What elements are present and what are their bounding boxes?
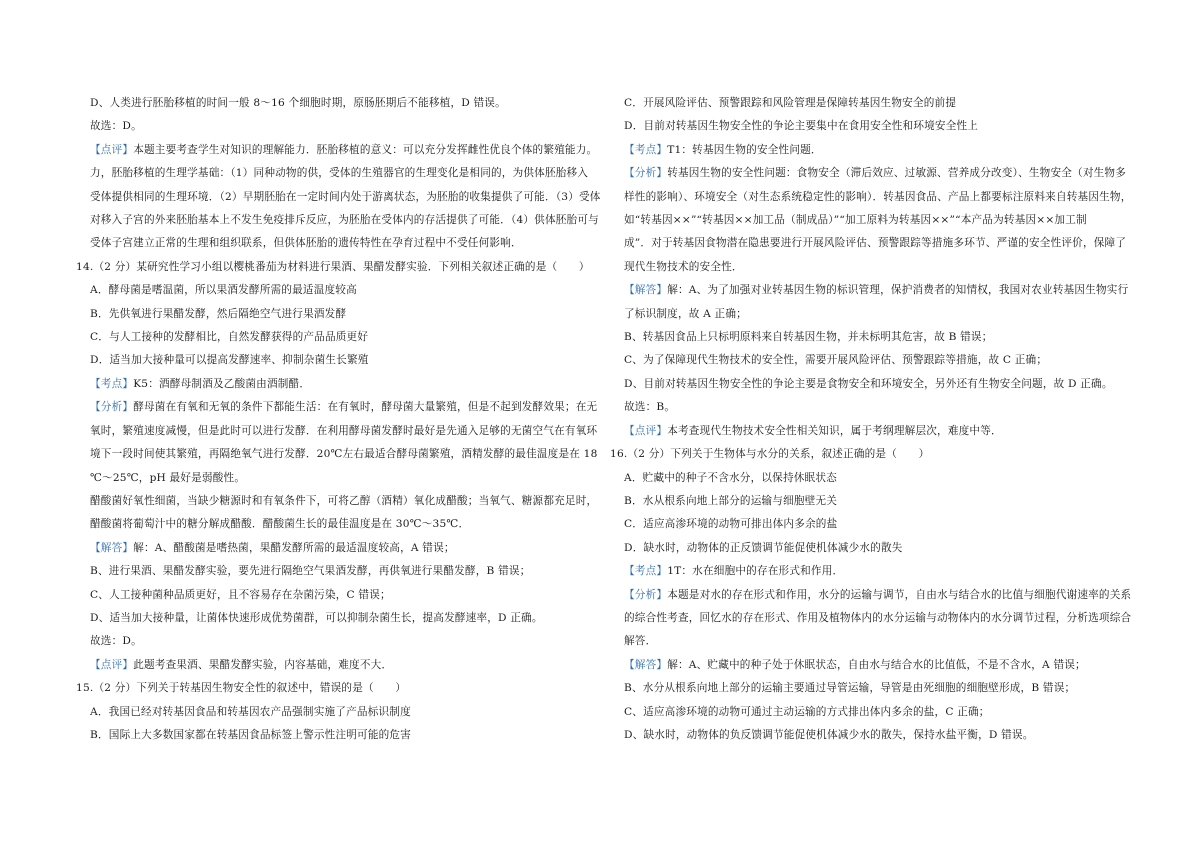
text-line (76, 560, 616, 583)
line-text: 解：A、贮藏中的种子处于休眠状态，自由水与结合水的比值低，不是不含水，A 错误； (667, 658, 1086, 671)
tagged-line (76, 654, 616, 677)
line-text: C、人工接种菌种品质更好，且不容易存在杂菌污染，C 错误； (90, 588, 391, 601)
line-text: 醋酸菌好氧性细菌，当缺少糖源时和有氧条件下，可将乙醇（酒精）氧化成醋酸；当氧气、糖源都充足时， (90, 494, 598, 507)
section-tag: 【解答】 (624, 284, 668, 297)
text-line (76, 467, 616, 490)
line-text: 15.（2 分）下列关于转基因生物安全性的叙述中，错误的是（ ） (76, 682, 407, 695)
tagged-line (610, 279, 1150, 302)
tagged-line (610, 162, 1150, 185)
section-tag: 【分析】 (90, 401, 134, 414)
text-line (610, 232, 1150, 255)
line-text: 氧时，繁殖速度减慢，但是此时可以进行发酵．在利用酵母菌发酵时最好是先通入足够的无菌空气在有氧环 (90, 424, 598, 437)
line-text: 本考查现代生物技术安全性相关知识，属于考纲理解层次，难度中等． (667, 424, 1002, 437)
line-text: 转基因生物的安全性问题：食物安全（滞后效应、过敏源、营养成分改变）、生物安全（对生物多 (667, 167, 1127, 180)
left-column (76, 92, 616, 747)
text-line (76, 420, 616, 443)
line-text: D、缺水时，动物体的负反馈调节能促使机体减少水的散失，保持水盐平衡，D 错误。 (624, 728, 1034, 741)
text-line (76, 349, 616, 372)
text-line (76, 490, 616, 513)
line-text: D．缺水时，动物体的正反馈调节能促使机体减少水的散失 (624, 541, 903, 554)
section-tag: 【解答】 (624, 658, 668, 671)
tagged-line (76, 537, 616, 560)
text-line (610, 256, 1150, 279)
line-text: 醋酸菌将葡萄汁中的糖分解成醋酸．醋酸菌生长的最佳温度是在 30℃～35℃． (90, 518, 470, 531)
text-line (610, 209, 1150, 232)
line-text: T1：转基因生物的安全性问题． (667, 143, 822, 156)
line-text: 酵母菌在有氧和无氧的条件下都能生活：在有氧时，酵母菌大量繁殖，但是不起到发酵效果；在无 (133, 401, 598, 414)
section-tag: 【考点】 (90, 377, 134, 390)
text-line (610, 724, 1150, 747)
text-line (610, 92, 1150, 115)
line-text: 故选：D。 (90, 120, 142, 133)
section-tag: 【点评】 (624, 424, 668, 437)
text-line (610, 513, 1150, 536)
question-stem (76, 256, 616, 279)
line-text: 现代生物技术的安全性． (624, 260, 743, 273)
tagged-line (610, 139, 1150, 162)
text-line (76, 724, 616, 747)
text-line (610, 467, 1150, 490)
line-text: B．国际上大多数国家都在转基因食品标签上警示性注明可能的危害 (90, 728, 412, 741)
line-text: B、转基因食品上只标明原料来自转基因生物，并未标明其危害，故 B 错误； (624, 331, 993, 344)
text-line (76, 92, 616, 115)
text-line (76, 232, 616, 255)
text-line (76, 630, 616, 653)
text-line (76, 209, 616, 232)
section-tag: 【解答】 (90, 541, 134, 554)
line-text: ℃～25℃，pH 最好是弱酸性。 (90, 471, 246, 484)
line-text: 成”．对于转基因食物潜在隐患要进行开展风险评估、预警跟踪等措施多环节、严谨的安全性评价，保障了 (624, 237, 1127, 250)
line-text: A．酵母菌是嗜温菌，所以果酒发酵所需的最适温度较高 (90, 284, 357, 297)
section-tag: 【点评】 (90, 143, 134, 156)
text-line (610, 115, 1150, 138)
line-text: 如“转基因××”“转基因××加工品（制成品）”“加工原料为转基因××”“本产品为转基因××加工制 (624, 214, 1087, 227)
line-text: C．适应高渗环境的动物可排出体内多余的盐 (624, 518, 838, 531)
text-line (610, 396, 1150, 419)
right-column (610, 92, 1150, 747)
text-line (610, 326, 1150, 349)
tagged-line (76, 396, 616, 419)
line-text: C．与人工接种的发酵相比，自然发酵获得的产品品质更好 (90, 331, 369, 344)
line-text: 力，胚胎移植的生理学基础：（1）同种动物的供，受体的生殖器官的生理变化是相同的，为供体胚胎移入 (90, 167, 589, 180)
text-line (610, 186, 1150, 209)
text-line (76, 443, 616, 466)
text-line (610, 490, 1150, 513)
line-text: K5：酒酵母制酒及乙酸菌由酒制醋． (133, 377, 311, 390)
line-text: 故选：D。 (90, 635, 142, 648)
line-text: 本题是对水的存在形式和作用，水分的运输与调节，自由水与结合水的比值与细胞代谢速率的关系 (667, 588, 1132, 601)
line-text: D、目前对转基因生物安全性的争论主要是食物安全和环境安全，另外还有生物安全问题，故 D 正确。 (624, 377, 1113, 390)
line-text: 的综合性考查，回忆水的存在形式、作用及植物体内的水分运输与动物体内的水分调节过程，分析选项综合 (624, 611, 1132, 624)
line-text: A．我国已经对转基因食品和转基因农产品强制实施了产品标识制度 (90, 705, 411, 718)
line-text: D．适当加大接种量可以提高发酵速率、抑制杂菌生长繁殖 (90, 354, 369, 367)
section-tag: 【点评】 (90, 658, 134, 671)
text-line (610, 303, 1150, 326)
tagged-line (76, 139, 616, 162)
line-text: B．先供氧进行果醋发酵，然后隔绝空气进行果酒发酵 (90, 307, 347, 320)
line-text: 1T：水在细胞中的存在形式和作用． (667, 565, 844, 578)
text-line (610, 373, 1150, 396)
line-text: 受体提供相同的生理环境．（2）早期胚胎在一定时间内处于游离状态，为胚胎的收集提供了可能．（3）受体 (90, 190, 601, 203)
line-text: 样性的影响）、环境安全（对生态系统稳定性的影响）．转基因食品、产品上都要标注原料来自转基因生物， (624, 190, 1132, 203)
line-text: D、适当加大接种量，让菌体快速形成优势菌群，可以抑制杂菌生长，提高发酵速率，D 正确。 (90, 611, 543, 624)
text-line (76, 279, 616, 302)
text-line (610, 349, 1150, 372)
text-line (76, 162, 616, 185)
line-text: C．开展风险评估、预警跟踪和风险管理是保障转基因生物安全的前提 (624, 97, 957, 109)
text-line (76, 326, 616, 349)
tagged-line (610, 654, 1150, 677)
section-tag: 【分析】 (624, 588, 668, 601)
text-line (76, 701, 616, 724)
tagged-line (76, 373, 616, 396)
line-text: 此题考查果酒、果醋发酵实验，内容基础，难度不大． (133, 658, 393, 671)
line-text: B、进行果酒、果醋发酵实验，要先进行隔绝空气果酒发酵，再供氧进行果醋发酵，B 错误； (90, 565, 531, 578)
line-text: 14.（2 分）某研究性学习小组以樱桃番茄为材料进行果酒、果醋发酵实验．下列相关叙述正确的是（ ） (76, 260, 590, 273)
tagged-line (610, 420, 1150, 443)
text-line (76, 303, 616, 326)
text-line (610, 677, 1150, 700)
line-text: C、适应高渗环境的动物可通过主动运输的方式排出体内多余的盐，C 正确； (624, 705, 990, 718)
text-line (76, 607, 616, 630)
section-tag: 【考点】 (624, 143, 668, 156)
line-text: 受体子宫建立正常的生理和组织联系，但供体胚胎的遗传特性在孕育过程中不受任何影响． (90, 237, 522, 250)
text-line (76, 513, 616, 536)
section-tag: 【分析】 (624, 167, 668, 180)
text-line (76, 115, 616, 138)
tagged-line (610, 584, 1150, 607)
line-text: 解：A、为了加强对业转基因生物的标识管理，保护消费者的知情权，我国对农业转基因生物实行 (667, 284, 1129, 297)
tagged-line (610, 560, 1150, 583)
line-text: C、为了保障现代生物技术的安全性，需要开展风险评估、预警跟踪等措施，故 C 正确； (624, 354, 1048, 367)
line-text: B、水分从根系向地上部分的运输主要通过导管运输，导管是由死细胞的细胞壁形成，B 错误； (624, 682, 1076, 695)
line-text: 解答． (624, 635, 657, 648)
text-line (76, 584, 616, 607)
line-text: 了标识制度，故 A 正确； (624, 307, 747, 320)
line-text: 本题主要考查学生对知识的理解能力．胚胎移植的意义：可以充分发挥雌性优良个体的繁殖能力。 (133, 143, 598, 156)
text-line (610, 701, 1150, 724)
line-text: D．目前对转基因生物安全性的争论主要集中在食用安全性和环境安全性上 (624, 120, 979, 133)
text-line (76, 186, 616, 209)
question-stem (76, 677, 616, 700)
line-text: 解：A、醋酸菌是嗜热菌，果醋发酵所需的最适温度较高，A 错误； (133, 541, 455, 554)
question-stem (610, 443, 1150, 466)
line-text: 故选：B。 (624, 401, 676, 414)
line-text: 16.（2 分）下列关于生物体与水分的关系，叙述正确的是（ ） (610, 448, 930, 461)
text-line (610, 630, 1150, 653)
line-text: 对移入子宫的外来胚胎基本上不发生免疫排斥反应，为胚胎在受体内的存活提供了可能．（4）供体胚胎可与 (90, 214, 599, 227)
text-line (610, 537, 1150, 560)
line-text: D、人类进行胚胎移植的时间一般 8～16 个细胞时期，原肠胚期后不能移植，D 错误。 (90, 97, 506, 109)
line-text: A．贮藏中的种子不含水分，以保持休眠状态 (624, 471, 837, 484)
line-text: B．水从根系向地上部分的运输与细胞壁无关 (624, 494, 838, 507)
section-tag: 【考点】 (624, 565, 668, 578)
text-line (610, 607, 1150, 630)
line-text: 境下一段时间使其繁殖，再隔绝氧气进行发酵．20℃左右最适合酵母菌繁殖，酒精发酵的最佳温度是在 18 (90, 448, 598, 461)
